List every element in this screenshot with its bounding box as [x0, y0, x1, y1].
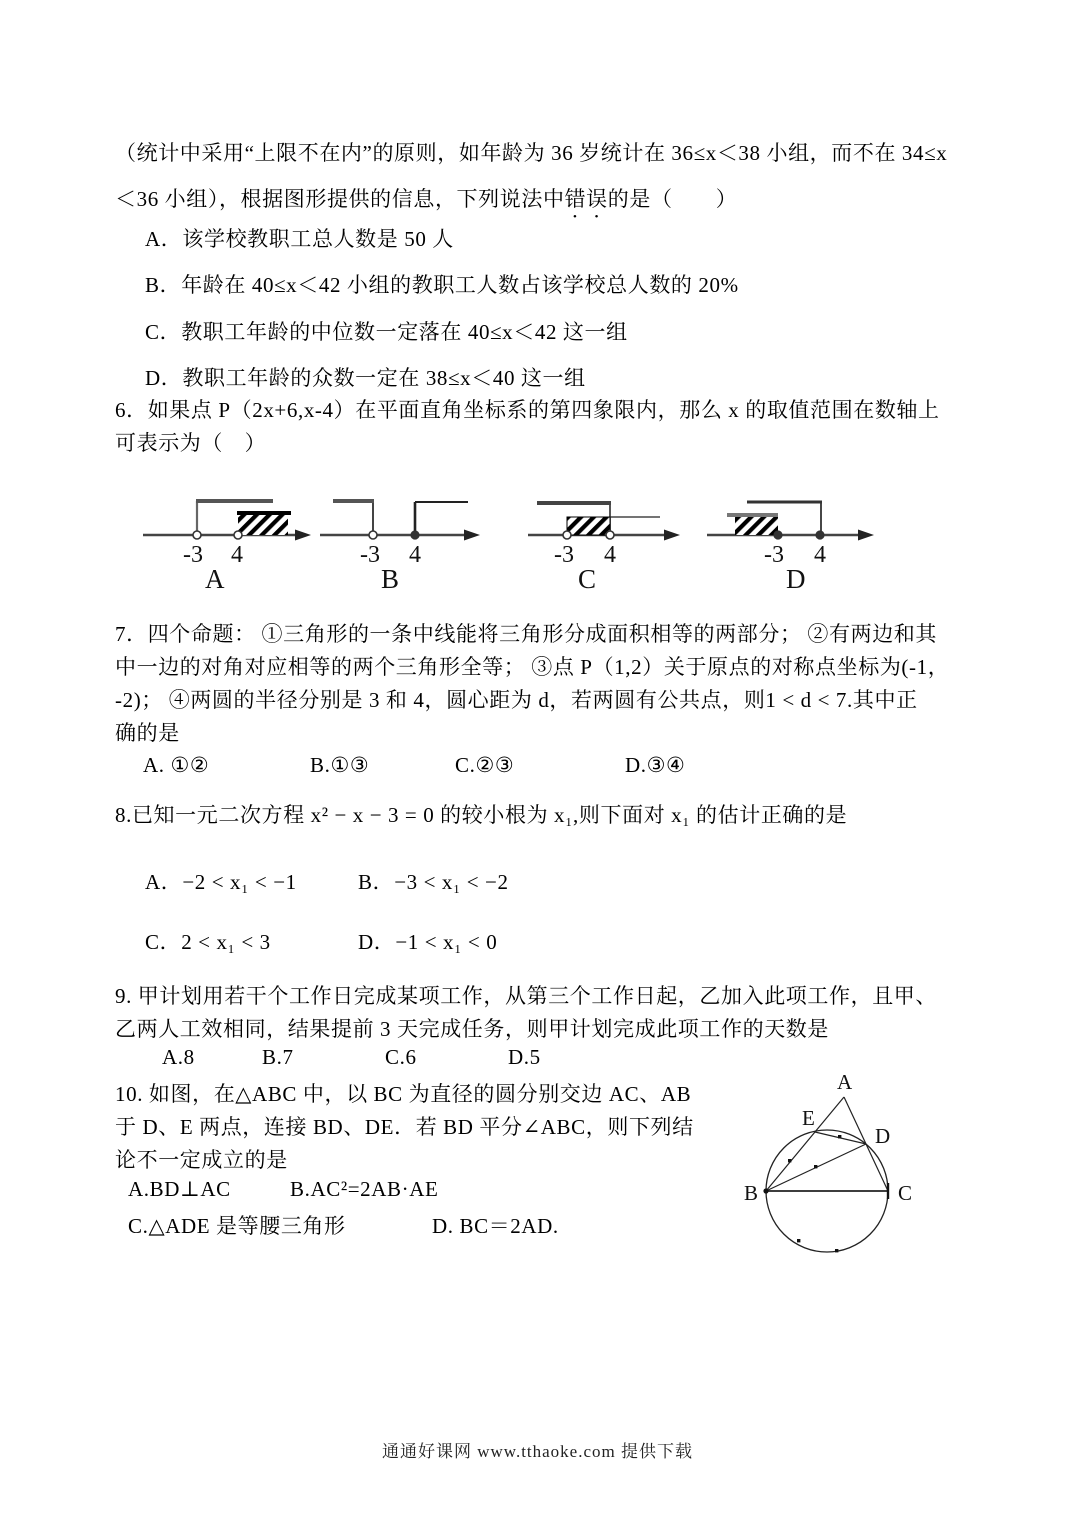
- vertex-b-dot: [763, 1188, 768, 1193]
- axis-arrow: [295, 530, 311, 541]
- intro-line-2: [115, 183, 737, 223]
- figure-label-e: E: [802, 1106, 815, 1130]
- q10-line-2: 于 D、E 两点，连接 BD、DE．若 BD 平分∠ABC，则下列结: [115, 1115, 694, 1139]
- q10-option-b: B.AC²=2AB·AE: [290, 1177, 439, 1201]
- figure-label-c: C: [898, 1181, 913, 1205]
- intro-line-2-emphasis: 错误: [564, 187, 608, 211]
- figure-label-b: B: [744, 1181, 759, 1205]
- q9-line-2: 乙两人工效相同，结果提前 3 天完成任务，则甲计划完成此项工作的天数是: [115, 1017, 829, 1041]
- q7-option-a: A. ①②: [143, 753, 210, 777]
- filled-point-4: [816, 531, 824, 539]
- q7-line-2: 中一边的对角对应相等的两个三角形全等； ③点 P（1,2）关于原点的对称点坐标为(-1，: [115, 655, 950, 679]
- q9-option-b: B.7: [262, 1045, 294, 1069]
- diagram-letter: D: [786, 564, 806, 594]
- footer-watermark: 通通好课网 www.tthaoke.com 提供下载: [381, 1442, 694, 1461]
- q10-option-a: A.BD⊥AC: [128, 1177, 231, 1201]
- q9-option-d: D.5: [508, 1045, 541, 1069]
- q8-option-b: B．−3 < x₁ < −2: [358, 870, 509, 894]
- shaded-region: [238, 515, 288, 535]
- diagram-letter: C: [578, 564, 597, 594]
- mark-dot: [838, 1135, 841, 1138]
- filled-point-4: [411, 531, 419, 539]
- q6-numberline-figure-b: [318, 478, 493, 596]
- q10-option-d: D. BC＝2AD.: [432, 1214, 559, 1238]
- q7-option-c: C.②③: [455, 753, 515, 777]
- filled-point-neg3: [774, 531, 782, 539]
- q5-option-a: A．该学校教职工总人数是 50 人: [145, 227, 454, 251]
- q9-option-c: C.6: [385, 1045, 417, 1069]
- q7-line-1: 7．四个命题： ①三角形的一条中线能将三角形分成面积相等的两部分； ②有两边和其: [115, 622, 937, 646]
- tick-label: -3: [360, 542, 380, 568]
- q5-option-b: B．年龄在 40≤x＜42 小组的教职工人数占该学校总人数的 20%: [145, 273, 739, 297]
- open-point-4: [234, 531, 242, 539]
- tick-label: 4: [604, 542, 616, 568]
- diagram-letter: B: [381, 564, 400, 594]
- q10-line-3: 论不一定成立的是: [115, 1148, 288, 1172]
- figure-label-d: D: [875, 1124, 891, 1148]
- q7-option-b: B.①③: [310, 753, 370, 777]
- diagram-letter: A: [205, 564, 225, 594]
- mark-dot: [797, 1239, 800, 1242]
- shaded-region: [735, 517, 778, 535]
- tick-label: -3: [764, 542, 784, 568]
- q6-numberline-figure-d: [698, 478, 893, 596]
- tick-label: 4: [231, 542, 243, 568]
- tick-label: -3: [183, 542, 203, 568]
- q6-numberline-figure-a: [125, 478, 325, 596]
- axis-arrow: [664, 530, 680, 541]
- shaded-region: [567, 517, 610, 535]
- figure-label-a: A: [837, 1070, 853, 1094]
- q10-circle-figure: [740, 1063, 975, 1278]
- q8-line-1: 8.已知一元二次方程 x² − x − 3 = 0 的较小根为 x₁,则下面对 x₁ 的估计正确的是: [115, 803, 848, 827]
- axis-arrow: [464, 530, 480, 541]
- open-point-neg3: [193, 531, 201, 539]
- q8-option-c: C．2 < x₁ < 3: [145, 930, 271, 954]
- q7-line-4: 确的是: [115, 721, 180, 745]
- open-point-neg3: [369, 531, 377, 539]
- mark-dot: [814, 1165, 817, 1168]
- tick-label: 4: [409, 542, 421, 568]
- q8-option-d: D．−1 < x₁ < 0: [358, 930, 498, 954]
- mark-dot: [788, 1159, 791, 1162]
- intro-line-1: （统计中采用“上限不在内”的原则，如年龄为 36 岁统计在 36≤x＜38 小组，而不在 34≤x: [115, 141, 948, 165]
- q10-line-1: 10. 如图，在△ABC 中，以 BC 为直径的圆分别交边 AC、AB: [115, 1082, 692, 1106]
- q6-line-1: 6．如果点 P（2x+6,x-4）在平面直角坐标系的第四象限内，那么 x 的取值范围在数轴上: [115, 398, 940, 422]
- axis-arrow: [858, 530, 874, 541]
- q10-option-c: C.△ADE 是等腰三角形: [128, 1214, 346, 1238]
- tick-label: 4: [814, 542, 826, 568]
- open-point-neg3: [563, 531, 571, 539]
- q8-option-a: A．−2 < x₁ < −1: [145, 870, 297, 894]
- q6-numberline-figure-c: [528, 478, 698, 596]
- open-point-4: [606, 531, 614, 539]
- q5-option-c: C．教职工年龄的中位数一定落在 40≤x＜42 这一组: [145, 320, 628, 344]
- q9-option-a: A.8: [162, 1045, 195, 1069]
- q5-option-d: D．教职工年龄的众数一定在 38≤x＜40 这一组: [145, 366, 586, 390]
- tick-label: -3: [554, 542, 574, 568]
- intro-line-2-post: 的是（ ）: [607, 187, 738, 211]
- q9-line-1: 9. 甲计划用若干个工作日完成某项工作，从第三个工作日起，乙加入此项工作，且甲、: [115, 984, 937, 1008]
- intro-line-2-pre: ＜36 小组），根据图形提供的信息，下列说法中: [115, 187, 565, 211]
- q7-option-d: D.③④: [625, 753, 686, 777]
- q7-line-3: -2)； ④两圆的半径分别是 3 和 4，圆心距为 d，若两圆有公共点，则1 < d < 7.其中正: [115, 688, 918, 712]
- q6-line-2: 可表示为（ ）: [115, 431, 267, 455]
- mark-dot: [835, 1249, 838, 1252]
